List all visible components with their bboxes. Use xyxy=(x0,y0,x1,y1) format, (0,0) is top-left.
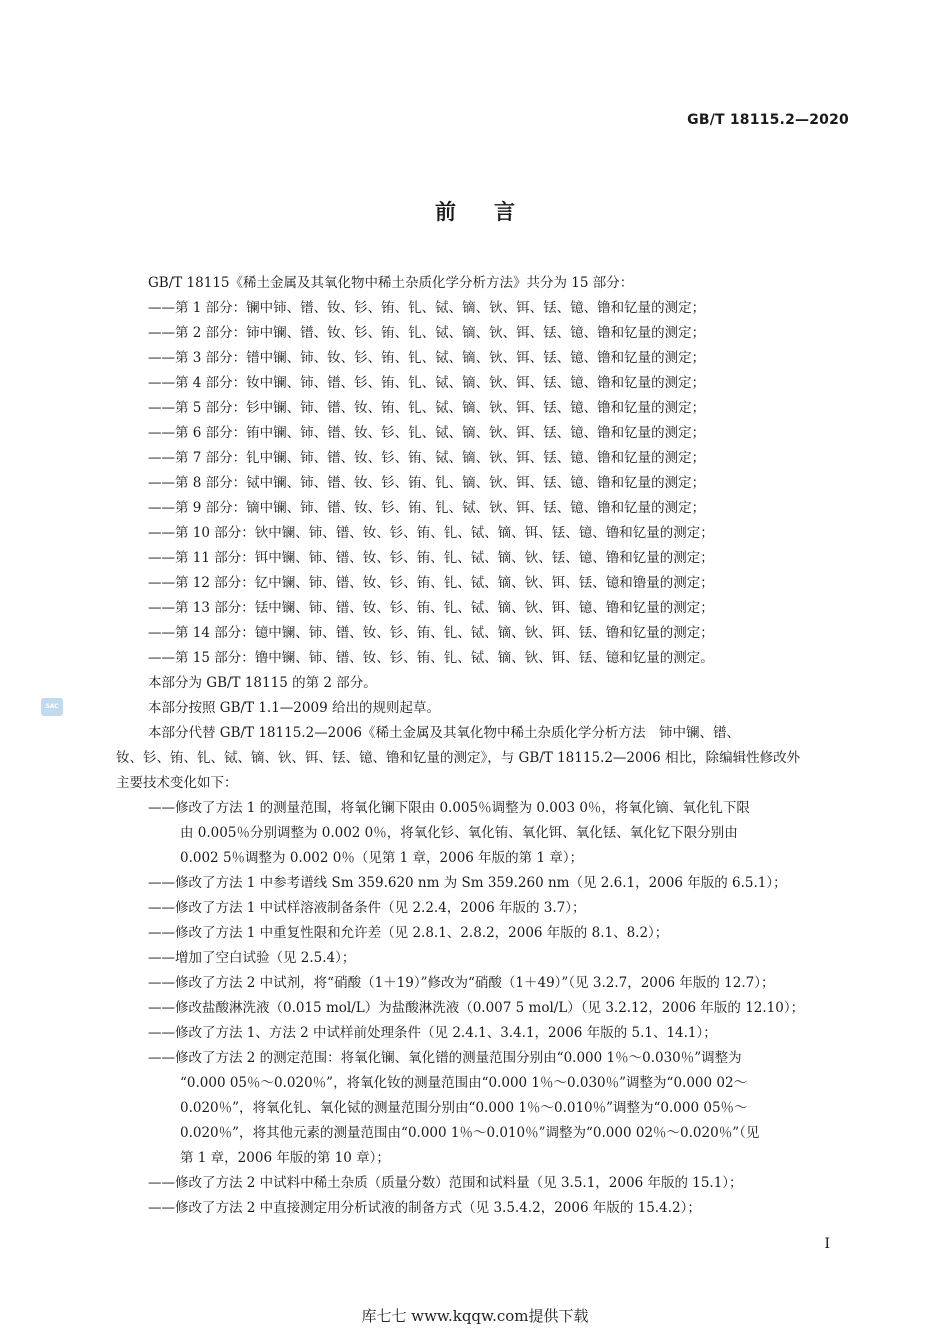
text-line: ——修改了方法 1 的测量范围，将氧化镧下限由 0.005％调整为 0.003 0％，将氧化镝、氧化钆下限 xyxy=(148,800,750,816)
text-line: ——修改了方法 2 中直接测定用分析试液的制备方式（见 3.5.4.2，2006 年版的 15.4.2）； xyxy=(148,1200,701,1216)
text-line: ——第 12 部分：钇中镧、铈、镨、钕、钐、铕、钆、铽、镝、钬、铒、铥、镱和镥量的测定； xyxy=(148,575,714,591)
footer-watermark: 库七七 www.kqqw.com提供下载 xyxy=(361,1307,589,1325)
text-line: 0.002 5％调整为 0.002 0％（见第 1 章，2006 年版的第 1 章）； xyxy=(180,850,584,866)
text-line: ——修改了方法 1 中重复性限和允许差（见 2.8.1、2.8.2，2006 年版的 8.1、8.2）； xyxy=(148,925,669,941)
text-line: 本部分为 GB/T 18115 的第 2 部分。 xyxy=(148,675,377,691)
text-line: ——第 4 部分：钕中镧、铈、镨、钐、铕、钆、铽、镝、钬、铒、铥、镱、镥和钇量的测定； xyxy=(148,375,706,391)
text-line: “0.000 05％～0.020％”，将氧化钕的测量范围由“0.000 1％～0.030％”调整为“0.000 02～ xyxy=(180,1075,748,1091)
text-line: ——第 1 部分：镧中铈、镨、钕、钐、铕、钆、铽、镝、钬、铒、铥、镱、镥和钇量的测定； xyxy=(148,300,706,316)
text-line: 钕、钐、铕、钆、铽、镝、钬、铒、铥、镱、镥和钇量的测定》，与 GB/T 18115.2—2006 相比，除编辑性修改外 xyxy=(116,750,801,766)
sac-logo xyxy=(41,698,63,716)
text-line: ——增加了空白试验（见 2.5.4）； xyxy=(148,950,356,966)
text-line: 本部分按照 GB/T 1.1—2009 给出的规则起草。 xyxy=(148,700,440,716)
text-line: ——修改了方法 1、方法 2 中试样前处理条件（见 2.4.1、3.4.1，2006 年版的 5.1、14.1）； xyxy=(148,1025,717,1041)
text-line: ——第 7 部分：钆中镧、铈、镨、钕、钐、铕、铽、镝、钬、铒、铥、镱、镥和钇量的测定； xyxy=(148,450,706,466)
text-line: ——第 2 部分：铈中镧、镨、钕、钐、铕、钆、铽、镝、钬、铒、铥、镱、镥和钇量的测定； xyxy=(148,325,706,341)
page-number: I xyxy=(824,1236,830,1252)
text-line: ——第 8 部分：铽中镧、铈、镨、钕、钐、铕、钆、镝、钬、铒、铥、镱、镥和钇量的测定； xyxy=(148,475,706,491)
sac-logo-text: SAC xyxy=(45,703,59,710)
text-line: ——修改了方法 2 中试料中稀土杂质（质量分数）范围和试料量（见 3.5.1，2006 年版的 15.1）； xyxy=(148,1175,743,1191)
page-title: 前言 xyxy=(435,200,553,224)
text-line: 0.020％”，将氧化钆、氧化铽的测量范围分别由“0.000 1％～0.010％”调整为“0.000 05％～ xyxy=(180,1100,748,1116)
standard-number: GB/T 18115.2—2020 xyxy=(687,112,849,128)
text-line: ——第 9 部分：镝中镧、铈、镨、钕、钐、铕、钆、铽、钬、铒、铥、镱、镥和钇量的测定； xyxy=(148,500,706,516)
text-line: ——第 11 部分：铒中镧、铈、镨、钕、钐、铕、钆、铽、镝、钬、铥、镱、镥和钇量的测定； xyxy=(148,550,714,566)
text-line: 由 0.005％分别调整为 0.002 0％，将氧化钐、氧化铕、氧化铒、氧化铥、氧化钇下限分别由 xyxy=(180,825,738,841)
text-line: ——修改了方法 2 的测定范围：将氧化镧、氧化镨的测量范围分别由“0.000 1％～0.030％”调整为 xyxy=(148,1050,742,1066)
text-line: GB/T 18115《稀土金属及其氧化物中稀土杂质化学分析方法》共分为 15 部分： xyxy=(148,275,634,291)
text-line: ——第 5 部分：钐中镧、铈、镨、钕、铕、钆、铽、镝、钬、铒、铥、镱、镥和钇量的测定； xyxy=(148,400,706,416)
text-line: ——第 10 部分：钬中镧、铈、镨、钕、钐、铕、钆、铽、镝、铒、铥、镱、镥和钇量的测定； xyxy=(148,525,714,541)
text-line: 0.020％”，将其他元素的测量范围由“0.000 1％～0.010％”调整为“0.000 02％～0.020％”（见 xyxy=(180,1125,760,1141)
text-line: ——第 15 部分：镥中镧、铈、镨、钕、钐、铕、钆、铽、镝、钬、铒、铥、镱和钇量的测定。 xyxy=(148,650,714,666)
text-line: 本部分代替 GB/T 18115.2—2006《稀土金属及其氧化物中稀土杂质化学分析方法 铈中镧、镨、 xyxy=(148,725,741,741)
text-line: ——第 14 部分：镱中镧、铈、镨、钕、钐、铕、钆、铽、镝、钬、铒、铥、镥和钇量的测定； xyxy=(148,625,714,641)
text-line: 第 1 章，2006 年版的第 10 章）； xyxy=(180,1150,390,1166)
text-line: ——第 6 部分：铕中镧、铈、镨、钕、钐、钆、铽、镝、钬、铒、铥、镱、镥和钇量的测定； xyxy=(148,425,706,441)
text-line: ——第 3 部分：镨中镧、铈、钕、钐、铕、钆、铽、镝、钬、铒、铥、镱、镥和钇量的测定； xyxy=(148,350,706,366)
text-line: ——修改了方法 2 中试剂，将“硝酸（1＋19）”修改为“硝酸（1＋49）”（见 3.2.7，2006 年版的 12.7）； xyxy=(148,975,775,991)
text-line: ——修改了方法 1 中试样溶液制备条件（见 2.2.4，2006 年版的 3.7）； xyxy=(148,900,586,916)
preface-body xyxy=(116,271,850,1221)
text-line: ——修改盐酸淋洗液（0.015 mol/L）为盐酸淋洗液（0.007 5 mol/L）（见 3.2.12，2006 年版的 12.10）； xyxy=(148,1000,805,1016)
text-line: ——修改了方法 1 中参考谱线 Sm 359.620 nm 为 Sm 359.260 nm（见 2.6.1，2006 年版的 6.5.1）； xyxy=(148,875,787,891)
text-line: 主要技术变化如下： xyxy=(116,775,238,791)
text-line: ——第 13 部分：铥中镧、铈、镨、钕、钐、铕、钆、铽、镝、钬、铒、镱、镥和钇量的测定； xyxy=(148,600,714,616)
